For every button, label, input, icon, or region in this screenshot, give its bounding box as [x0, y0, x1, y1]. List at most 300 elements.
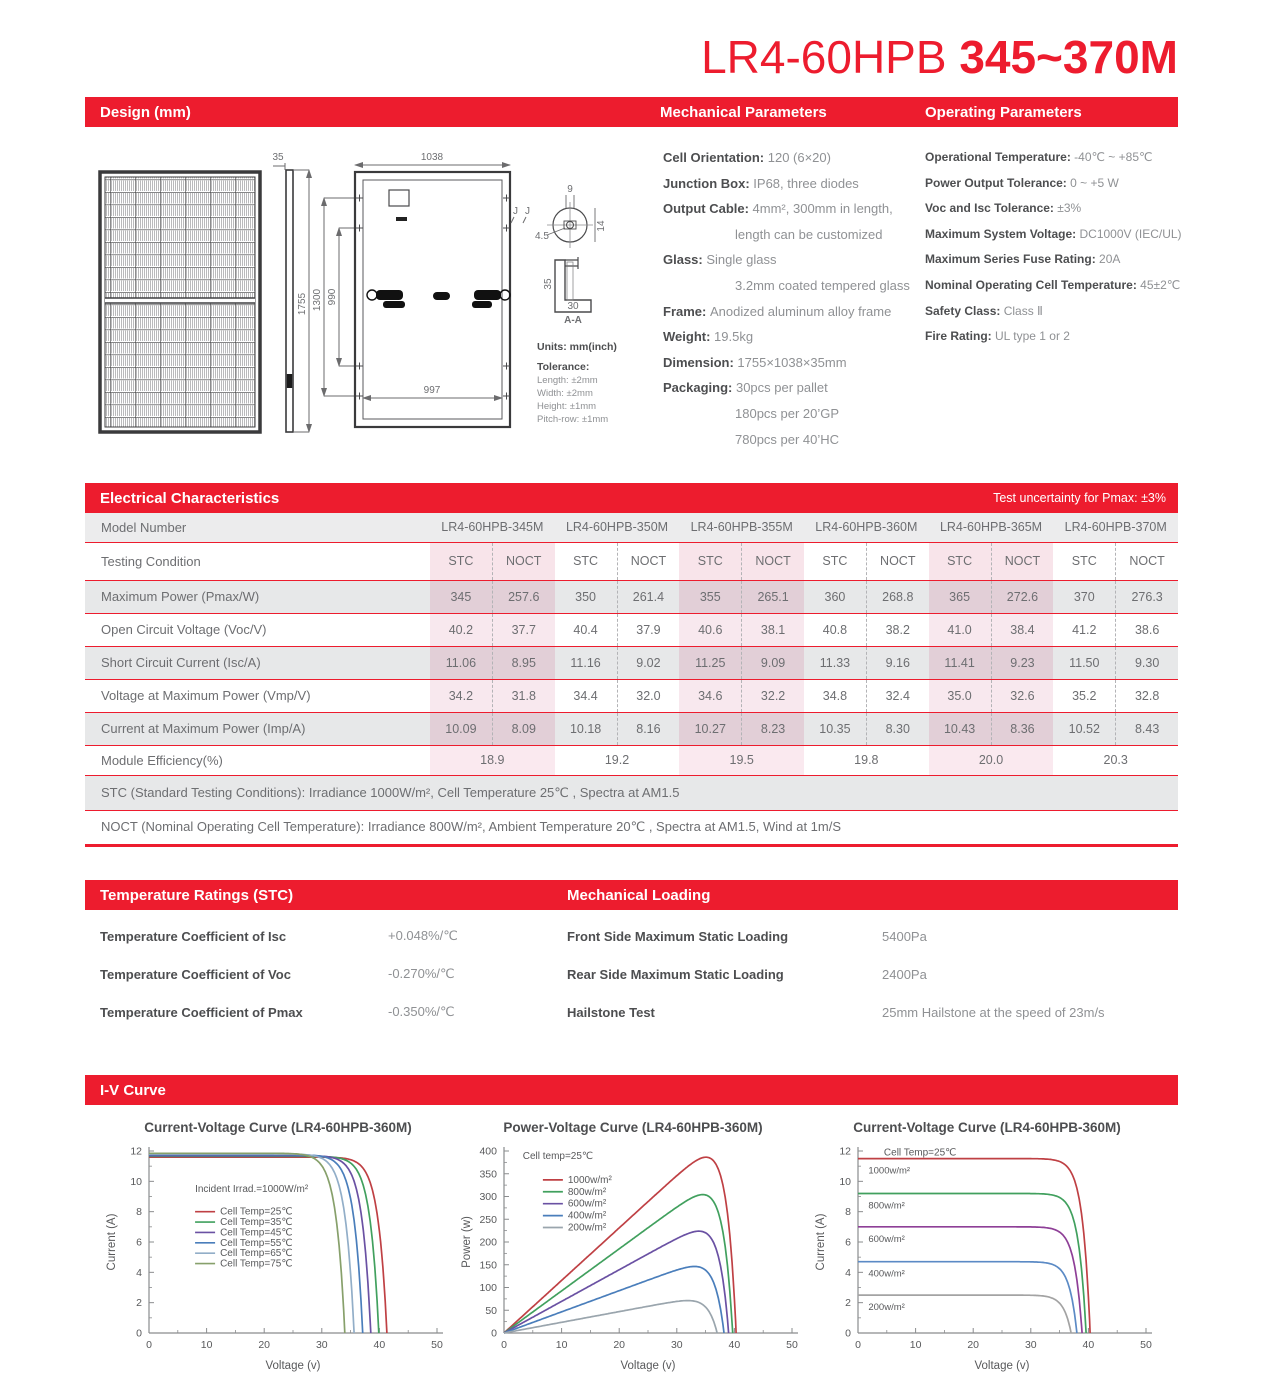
tolerance-title: Tolerance:: [537, 361, 590, 373]
loading-section-title: Mechanical Loading: [567, 886, 711, 904]
value-cell: 11.50: [1053, 646, 1115, 679]
section-bar-iv-curve: [85, 1075, 1178, 1105]
chart-text: 0: [491, 1327, 497, 1340]
spec-row: [925, 145, 1181, 171]
mechanical-parameters-list: [663, 145, 925, 452]
electrical-characteristics-table: [85, 513, 1178, 847]
chart-text: 40: [728, 1339, 741, 1351]
chart-text: 10: [130, 1175, 142, 1188]
chart-title: Current-Voltage Curve (LR4-60HPB-360M): [853, 1120, 1121, 1135]
pv-curve-chart-by-irradiance: [458, 1120, 808, 1380]
spec-label: Safety Class:: [925, 303, 1004, 318]
value-cell: 10.27: [679, 712, 741, 745]
tolerance-width: Width: ±2mm: [537, 388, 593, 399]
chart-text: 350: [479, 1168, 497, 1181]
chart-text: Voltage (v): [620, 1360, 676, 1372]
value-cell: 10.43: [929, 712, 991, 745]
spec-row: [925, 196, 1181, 222]
table-row: Model Number LR4-60HPB-345M LR4-60HPB-350M LR4-60HPB-355M LR4-60HPB-360M LR4-60HPB-365M LR4-60HPB-370M: [85, 513, 1178, 542]
rating-row: [100, 993, 550, 1031]
table-row: [85, 745, 1178, 775]
spec-label: Cell Orientation:: [663, 150, 768, 165]
testing-condition-cell: NOCT: [742, 542, 804, 580]
chart-text: Current (A): [106, 1213, 118, 1271]
units-tolerance-block: [537, 341, 617, 425]
spec-label: Operational Temperature:: [925, 150, 1075, 164]
page-title-model: LR4-60HPB: [701, 31, 947, 83]
chart-text: Power (w): [461, 1216, 473, 1268]
chart-canvas: [103, 1137, 453, 1375]
chart-text: 0: [855, 1339, 861, 1351]
rating-label: Temperature Coefficient of Pmax: [100, 1004, 303, 1020]
chart-text: 400w/m²: [868, 1268, 905, 1280]
chart-text: Cell temp=25℃: [522, 1151, 594, 1163]
chart-text: 30: [670, 1339, 683, 1351]
spec-value: 19.5kg: [714, 329, 754, 345]
units-note: Units: mm(inch): [537, 341, 617, 353]
value-cell: 40.4: [555, 613, 617, 646]
section-cut-label-2: J: [525, 206, 530, 217]
chart-text: 1000w/m²: [868, 1165, 911, 1177]
spec-value: 1755×1038×35mm: [737, 354, 847, 370]
rating-value: +0.048%/℃: [388, 928, 458, 943]
table-row: Testing Condition STC NOCT STC NOCT STC NOCT STC NOCT STC NOCT STC NOCT: [85, 542, 1178, 580]
spec-value: length can be customized: [735, 226, 883, 242]
efficiency-value-cell: 19.8: [804, 745, 929, 775]
dim-hole-radius: 4.5: [535, 231, 549, 242]
value-cell: 268.8: [866, 580, 928, 613]
efficiency-value-cell: 20.0: [929, 745, 1054, 775]
model-number-cell: LR4-60HPB-365M: [929, 513, 1054, 542]
tolerance-height: Height: ±1mm: [537, 401, 597, 412]
iv-curve-section-title: I-V Curve: [100, 1081, 166, 1099]
chart-text: 50: [431, 1339, 443, 1351]
spec-row: [663, 375, 925, 401]
spec-value: IP68, three diodes: [753, 175, 859, 191]
spec-row: [663, 222, 925, 248]
electrical-table: [85, 513, 1178, 847]
spec-row: [925, 222, 1181, 248]
rating-label: Front Side Maximum Static Loading: [567, 928, 789, 944]
value-cell: 34.8: [804, 679, 866, 712]
spec-label: Voc and Isc Tolerance:: [925, 201, 1058, 216]
model-number-cell: LR4-60HPB-350M: [555, 513, 680, 542]
testing-condition-cell: STC: [430, 542, 492, 580]
chart-text: Cell Temp=35℃: [220, 1217, 293, 1229]
chart-text: 50: [1140, 1339, 1152, 1351]
value-cell: 40.2: [430, 613, 492, 646]
series-line: [504, 1231, 729, 1333]
testing-condition-cell: NOCT: [866, 542, 928, 580]
model-number-cell: LR4-60HPB-360M: [804, 513, 929, 542]
testing-condition-cell: NOCT: [492, 542, 554, 580]
section-bar-ratings: [85, 880, 1178, 910]
chart-text: 2: [845, 1297, 851, 1310]
value-cell: 11.25: [679, 646, 741, 679]
series-line: [504, 1301, 717, 1333]
tolerance-length: Length: ±2mm: [537, 375, 598, 386]
chart-text: Cell Temp=25℃: [883, 1147, 957, 1159]
dim-hole-pitch: 9: [567, 184, 573, 195]
frame-section-drawing: [543, 257, 591, 326]
spec-row: [925, 299, 1181, 325]
value-cell: 8.09: [492, 712, 554, 745]
spec-value: 780pcs per 40’HC: [735, 431, 840, 447]
chart-text: 400w/m²: [567, 1210, 607, 1222]
chart-text: 0: [146, 1339, 152, 1351]
chart-text: 20: [258, 1339, 271, 1351]
chart-title: Power-Voltage Curve (LR4-60HPB-360M): [503, 1120, 763, 1135]
spec-value: 3.2mm coated tempered glass: [735, 277, 910, 293]
spec-row: [663, 324, 925, 350]
chart-text: 10: [839, 1175, 851, 1188]
series-line: [858, 1295, 1071, 1333]
rating-label: Temperature Coefficient of Isc: [100, 928, 287, 944]
spec-label: Glass:: [663, 252, 707, 268]
spec-value: 4mm², 300mm in length,: [752, 201, 893, 217]
chart-text: Cell Temp=25℃: [220, 1206, 293, 1218]
chart-text: 100: [479, 1282, 497, 1294]
spec-value: 180pcs per 20’GP: [735, 405, 840, 421]
spec-value: Class Ⅱ: [1003, 303, 1043, 318]
spec-row: [925, 324, 1181, 350]
table-row: [85, 613, 1178, 646]
parameter-label-cell: Maximum Power (Pmax/W): [85, 580, 430, 613]
value-cell: 34.4: [555, 679, 617, 712]
spec-row: [663, 427, 925, 453]
temperature-section-title: Temperature Ratings (STC): [100, 886, 294, 904]
value-cell: 360: [804, 580, 866, 613]
rating-label: Temperature Coefficient of Voc: [100, 966, 291, 982]
value-cell: 8.16: [617, 712, 679, 745]
table-row: [85, 580, 1178, 613]
dim-height-990: 990: [327, 288, 338, 306]
chart-text: 200w/m²: [868, 1302, 905, 1314]
value-cell: 11.06: [430, 646, 492, 679]
spec-label: Dimension:: [663, 354, 738, 370]
chart-text: 12: [839, 1145, 851, 1158]
value-cell: 11.33: [804, 646, 866, 679]
spec-row: [663, 171, 925, 197]
value-cell: 38.4: [991, 613, 1053, 646]
spec-row: [925, 247, 1181, 273]
value-cell: 37.9: [617, 613, 679, 646]
value-cell: 272.6: [991, 580, 1053, 613]
electrical-section-title: Electrical Characteristics: [100, 489, 280, 507]
dim-back-width: 1038: [420, 152, 444, 163]
electrical-uncertainty-note: Test uncertainty for Pmax: ±3%: [993, 491, 1166, 505]
table-row: [85, 775, 1178, 810]
section-label: A-A: [564, 315, 582, 326]
value-cell: 40.6: [679, 613, 741, 646]
value-cell: 31.8: [492, 679, 554, 712]
chart-text: 2: [136, 1297, 142, 1310]
testing-condition-cell: STC: [1053, 542, 1115, 580]
chart-text: 0: [501, 1339, 507, 1351]
rating-row: [567, 955, 1178, 993]
mechanical-section-title: Mechanical Parameters: [660, 103, 827, 121]
chart-text: 30: [1024, 1339, 1037, 1351]
section-bar-electrical: [85, 483, 1178, 513]
chart-text: 200w/m²: [567, 1222, 607, 1234]
table-row: [85, 810, 1178, 845]
value-cell: 38.2: [866, 613, 928, 646]
spec-value: -40℃ ~ +85℃: [1074, 150, 1153, 164]
value-cell: 38.1: [742, 613, 804, 646]
operating-section-title: Operating Parameters: [925, 103, 1082, 121]
value-cell: 8.95: [492, 646, 554, 679]
value-cell: 32.6: [991, 679, 1053, 712]
spec-label: Maximum Series Fuse Rating:: [925, 252, 1100, 267]
model-number-cell: LR4-60HPB-345M: [430, 513, 555, 542]
testing-condition-cell: STC: [679, 542, 741, 580]
spec-row: [663, 350, 925, 376]
chart-text: 800w/m²: [567, 1186, 607, 1198]
spec-row: [663, 401, 925, 427]
testing-condition-cell: NOCT: [991, 542, 1053, 580]
value-cell: 365: [929, 580, 991, 613]
spec-row: [663, 273, 925, 299]
chart-text: 6: [136, 1236, 142, 1249]
spec-value: ±3%: [1057, 201, 1082, 216]
value-cell: 8.30: [866, 712, 928, 745]
value-cell: 32.2: [742, 679, 804, 712]
spec-value: Single glass: [706, 252, 777, 268]
testing-condition-cell: STC: [804, 542, 866, 580]
testing-condition-cell: NOCT: [617, 542, 679, 580]
chart-title: Current-Voltage Curve (LR4-60HPB-360M): [144, 1120, 412, 1135]
spec-label: Fire Rating:: [925, 329, 996, 344]
page-title-power: 345~370M: [959, 31, 1178, 83]
value-cell: 261.4: [617, 580, 679, 613]
spec-label: Output Cable:: [663, 201, 753, 217]
model-number-cell: LR4-60HPB-370M: [1053, 513, 1178, 542]
value-cell: 32.0: [617, 679, 679, 712]
value-cell: 8.43: [1116, 712, 1178, 745]
section-cut-label-1: J: [513, 206, 518, 217]
value-cell: 8.36: [991, 712, 1053, 745]
chart-text: 50: [485, 1304, 497, 1317]
chart-text: 200: [479, 1236, 497, 1249]
parameter-label-cell: Open Circuit Voltage (Voc/V): [85, 613, 430, 646]
chart-text: 40: [373, 1339, 386, 1351]
spec-value: 20A: [1099, 252, 1121, 267]
dim-frame-width: 30: [567, 301, 579, 312]
spec-label: Packaging:: [663, 380, 736, 396]
chart-text: 40: [1082, 1339, 1095, 1351]
value-cell: 35.0: [929, 679, 991, 712]
chart-text: 4: [845, 1266, 851, 1279]
table-row: [85, 646, 1178, 679]
chart-text: 600w/m²: [567, 1198, 607, 1210]
value-cell: 257.6: [492, 580, 554, 613]
efficiency-value-cell: 19.2: [555, 745, 680, 775]
value-cell: 9.23: [991, 646, 1053, 679]
dim-bottom-width: 997: [423, 385, 441, 396]
spec-value: UL type 1 or 2: [995, 329, 1070, 344]
rating-label: Hailstone Test: [567, 1004, 655, 1020]
parameter-label-cell: Current at Maximum Power (Imp/A): [85, 712, 430, 745]
chart-text: 6: [845, 1236, 851, 1249]
dim-thickness: 35: [272, 152, 284, 163]
chart-text: Cell Temp=65℃: [220, 1248, 293, 1260]
rating-row: [100, 917, 550, 955]
testing-condition-cell: NOCT: [1116, 542, 1178, 580]
chart-text: 10: [909, 1339, 922, 1351]
efficiency-value-cell: 18.9: [430, 745, 555, 775]
table-row: [85, 679, 1178, 712]
chart-text: Cell Temp=75℃: [220, 1258, 293, 1270]
test-condition-note: STC (Standard Testing Conditions): Irradiance 1000W/m², Cell Temperature 25℃ , Spectra at AM1.5: [85, 775, 1178, 810]
spec-value: 45±2℃: [1140, 277, 1181, 292]
chart-text: 10: [200, 1339, 213, 1351]
value-cell: 345: [430, 580, 492, 613]
value-cell: 37.7: [492, 613, 554, 646]
rating-row: [567, 993, 1178, 1031]
rating-row: [100, 955, 550, 993]
chart-text: 150: [479, 1259, 497, 1272]
chart-text: 300: [479, 1191, 497, 1203]
test-condition-note: NOCT (Nominal Operating Cell Temperature): Irradiance 800W/m², Ambient Temperature 20℃ , Spectra at AM1.5, Wind at 1m/S: [85, 810, 1178, 845]
dim-frame-height: 35: [543, 278, 554, 290]
spec-label: Junction Box:: [663, 175, 754, 191]
dim-hole-offset: 14: [596, 220, 607, 232]
parameter-label-cell: Voltage at Maximum Power (Vmp/V): [85, 679, 430, 712]
testing-condition-cell: STC: [929, 542, 991, 580]
value-cell: 11.41: [929, 646, 991, 679]
value-cell: 32.4: [866, 679, 928, 712]
rating-value: 2400Pa: [882, 966, 927, 982]
chart-text: Cell Temp=55℃: [220, 1237, 293, 1249]
spec-label: Weight:: [663, 329, 715, 345]
value-cell: 8.23: [742, 712, 804, 745]
page-title: [701, 30, 1178, 84]
front-view-drawing: [100, 172, 260, 432]
spec-row: [925, 273, 1181, 299]
value-cell: 355: [679, 580, 741, 613]
design-drawing: [85, 142, 645, 472]
chart-text: 10: [555, 1339, 568, 1351]
chart-text: 20: [613, 1339, 626, 1351]
chart-text: Current (A): [815, 1213, 827, 1271]
table-row: [85, 712, 1178, 745]
dim-height-1300: 1300: [312, 288, 323, 312]
value-cell: 41.0: [929, 613, 991, 646]
chart-text: 8: [845, 1206, 851, 1219]
chart-text: 30: [315, 1339, 328, 1351]
junction-box: [389, 190, 409, 206]
value-cell: 276.3: [1116, 580, 1178, 613]
spec-row: [663, 145, 925, 171]
spec-label: Maximum System Voltage:: [925, 226, 1080, 241]
chart-canvas: [812, 1137, 1162, 1375]
chart-text: 50: [786, 1339, 798, 1351]
spec-row: [663, 299, 925, 325]
chart-text: 1000w/m²: [567, 1174, 612, 1186]
rating-value: -0.350%/℃: [388, 1004, 455, 1019]
value-cell: 34.6: [679, 679, 741, 712]
value-cell: 38.6: [1116, 613, 1178, 646]
value-cell: 9.09: [742, 646, 804, 679]
rating-value: -0.270%/℃: [388, 966, 455, 981]
spec-label: Frame:: [663, 303, 710, 319]
temperature-ratings-list: [100, 917, 550, 1031]
spec-value: 30pcs per pallet: [735, 380, 828, 396]
rating-label: Rear Side Maximum Static Loading: [567, 966, 784, 982]
value-cell: 32.8: [1116, 679, 1178, 712]
value-cell: 41.2: [1053, 613, 1115, 646]
chart-text: 0: [845, 1327, 851, 1340]
chart-text: 600w/m²: [868, 1233, 905, 1245]
mechanical-loading-list: [567, 917, 1178, 1031]
iv-curve-chart-by-temperature: [103, 1120, 453, 1380]
value-cell: 350: [555, 580, 617, 613]
iv-curve-chart-by-irradiance: [812, 1120, 1162, 1380]
section-bar-top: [85, 97, 1178, 127]
spec-row: [663, 247, 925, 273]
chart-text: 20: [967, 1339, 980, 1351]
value-cell: 10.52: [1053, 712, 1115, 745]
hole-detail-drawing: [535, 184, 607, 248]
value-cell: 10.18: [555, 712, 617, 745]
rating-row: [567, 917, 1178, 955]
spec-row: [663, 196, 925, 222]
chart-text: 400: [479, 1145, 497, 1158]
value-cell: 11.16: [555, 646, 617, 679]
value-cell: 9.30: [1116, 646, 1178, 679]
value-cell: 10.09: [430, 712, 492, 745]
back-view-drawing: [355, 152, 530, 427]
value-cell: 9.02: [617, 646, 679, 679]
chart-text: Incident Irrad.=1000W/m²: [195, 1183, 309, 1195]
model-number-cell: LR4-60HPB-355M: [679, 513, 804, 542]
chart-text: 0: [136, 1327, 142, 1340]
value-cell: 35.2: [1053, 679, 1115, 712]
spec-label: Nominal Operating Cell Temperature:: [925, 277, 1141, 292]
parameter-label-cell: Short Circuit Current (Isc/A): [85, 646, 430, 679]
parameter-label-cell: Module Efficiency(%): [85, 745, 430, 775]
spec-value: 0 ~ +5 W: [1070, 175, 1119, 190]
value-cell: 370: [1053, 580, 1115, 613]
value-cell: 265.1: [742, 580, 804, 613]
efficiency-value-cell: 19.5: [679, 745, 804, 775]
spec-value: 120 (6×20): [767, 150, 831, 165]
rating-value: 5400Pa: [882, 928, 927, 944]
efficiency-value-cell: 20.3: [1053, 745, 1178, 775]
operating-parameters-list: [925, 145, 1181, 350]
value-cell: 10.35: [804, 712, 866, 745]
value-cell: 40.8: [804, 613, 866, 646]
chart-text: 250: [479, 1213, 497, 1226]
spec-label: Power Output Tolerance:: [925, 175, 1071, 190]
series-line: [504, 1267, 724, 1334]
chart-text: Cell Temp=45℃: [220, 1227, 293, 1239]
spec-value: DC1000V (IEC/UL): [1079, 226, 1182, 241]
value-cell: 9.16: [866, 646, 928, 679]
spec-row: [925, 171, 1181, 197]
chart-text: 12: [130, 1145, 142, 1158]
dim-height-total: 1755: [297, 292, 308, 316]
chart-text: 8: [136, 1206, 142, 1219]
tolerance-pitch: Pitch-row: ±1mm: [537, 414, 609, 425]
rating-value: 25mm Hailstone at the speed of 23m/s: [882, 1004, 1105, 1020]
spec-value: Anodized aluminum alloy frame: [709, 303, 892, 319]
chart-text: Voltage (v): [974, 1360, 1030, 1372]
testing-condition-cell: STC: [555, 542, 617, 580]
value-cell: 34.2: [430, 679, 492, 712]
design-section-title: Design (mm): [100, 103, 191, 121]
chart-text: 4: [136, 1266, 142, 1279]
